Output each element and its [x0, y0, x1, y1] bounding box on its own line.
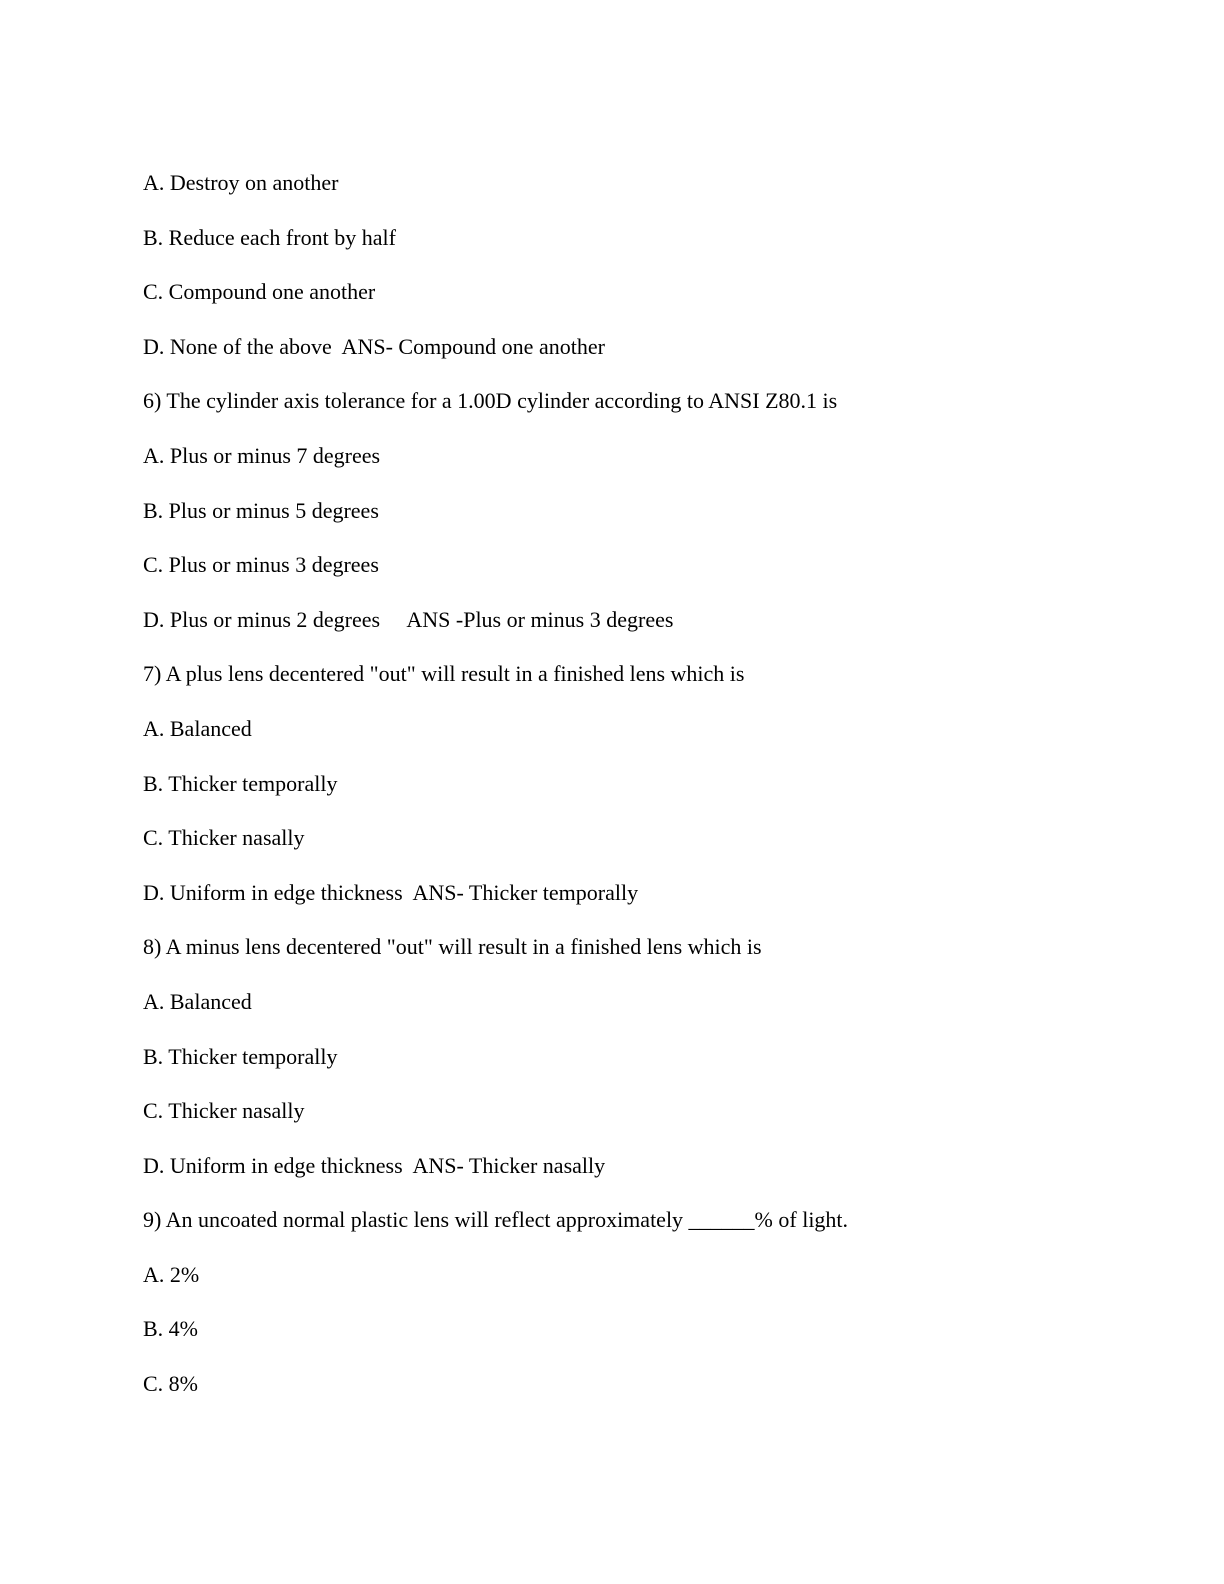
option-line: C. Thicker nasally	[143, 825, 305, 851]
option-line: B. Plus or minus 5 degrees	[143, 497, 379, 523]
option-line: B. 4%	[143, 1316, 198, 1342]
option-line: C. Compound one another	[143, 279, 376, 305]
option-line: A. Balanced	[143, 988, 252, 1014]
question-line: 7) A plus lens decentered "out" will result in a finished lens which is	[143, 661, 745, 687]
question-list	[143, 168, 1143, 1424]
option-line: B. Thicker temporally	[143, 1043, 338, 1069]
option-answer-line: D. Uniform in edge thickness ANS- Thicker nasally	[143, 1152, 606, 1178]
option-line: C. 8%	[143, 1371, 198, 1397]
option-line: C. Thicker nasally	[143, 1098, 305, 1124]
question-line: 6) The cylinder axis tolerance for a 1.00D cylinder according to ANSI Z80.1 is	[143, 388, 838, 414]
option-answer-line: D. None of the above ANS- Compound one another	[143, 333, 605, 359]
option-answer-line: D. Plus or minus 2 degrees ANS -Plus or minus 3 degrees	[143, 606, 674, 632]
question-line: 9) An uncoated normal plastic lens will reflect approximately ______% of light.	[143, 1207, 849, 1233]
option-answer-line: D. Uniform in edge thickness ANS- Thicker temporally	[143, 879, 639, 905]
option-line: A. Destroy on another	[143, 170, 339, 195]
option-line: B. Thicker temporally	[143, 770, 338, 796]
question-line: 8) A minus lens decentered "out" will result in a finished lens which is	[143, 934, 762, 960]
option-line: A. Balanced	[143, 715, 252, 741]
option-line: A. Plus or minus 7 degrees	[143, 442, 381, 468]
option-line: A. 2%	[143, 1261, 200, 1287]
option-line: B. Reduce each front by half	[143, 224, 396, 250]
option-line: C. Plus or minus 3 degrees	[143, 552, 379, 578]
